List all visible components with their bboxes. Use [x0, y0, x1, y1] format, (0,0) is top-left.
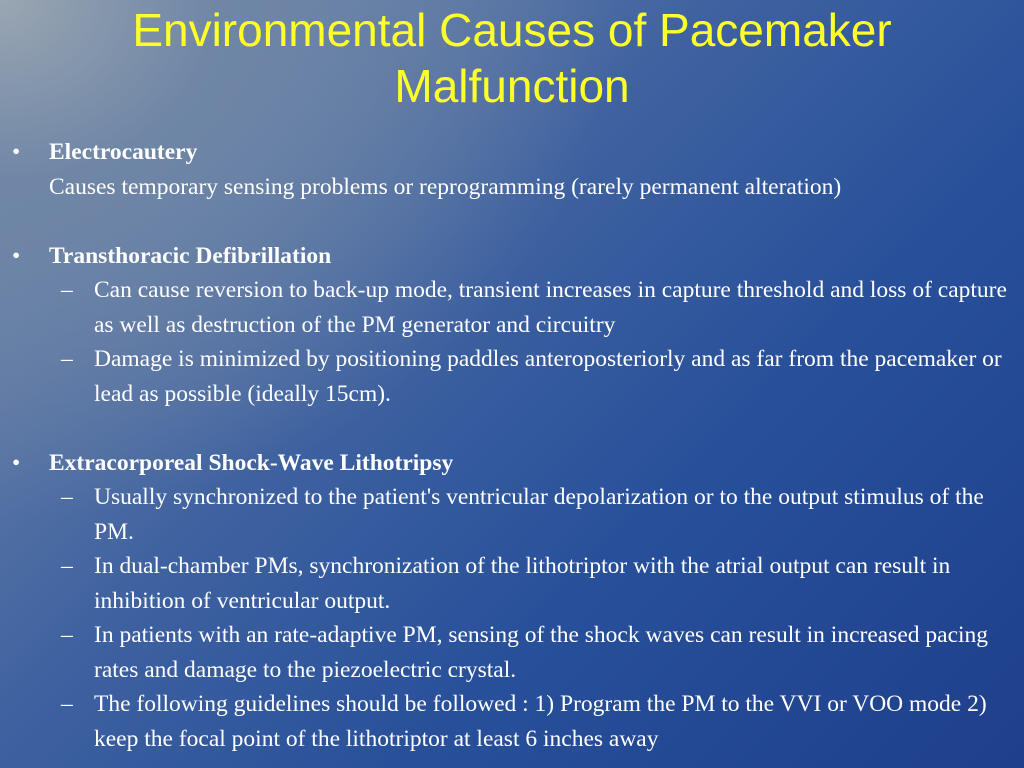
- sub-point: [0, 342, 1024, 411]
- sub-point-text: The following guidelines should be followed : 1) Program the PM to the VVI or VOO mode 2) keep the focal point of the lithotriptor at least 6 inches away: [94, 691, 987, 752]
- sub-dash: –: [61, 691, 73, 717]
- slide-body: [0, 135, 1024, 756]
- slide-title-line-2: Malfunction: [394, 60, 630, 112]
- sub-point-text: In patients with an rate-adaptive PM, sensing of the shock waves can result in increased pacing rates and damage to the piezoelectric crystal.: [94, 622, 989, 683]
- bullet-electrocautery: [0, 135, 1024, 204]
- bullet-description: Causes temporary sensing problems or reprogramming (rarely permanent alteration): [49, 173, 842, 200]
- sub-point: [0, 273, 1024, 342]
- spacer: [0, 411, 1024, 446]
- bullet-heading: Transthoracic Defibrillation: [49, 242, 332, 269]
- sub-point-text: In dual-chamber PMs, synchronization of the lithotriptor with the atrial output can result in inhibition of ventricular output.: [94, 553, 951, 614]
- sub-point-text: Can cause reversion to back-up mode, transient increases in capture threshold and loss of capture as well as destruction of the PM generator and circuitry: [94, 277, 1007, 338]
- bullet-dot: •: [12, 139, 21, 165]
- bullet-lithotripsy: [0, 446, 1024, 481]
- sub-point: [0, 480, 1024, 549]
- sub-dash: –: [61, 553, 73, 579]
- sub-dash: –: [61, 622, 73, 648]
- bullet-heading: Electrocautery: [49, 139, 198, 165]
- sub-point-text: Damage is minimized by positioning paddles anteroposteriorly and as far from the pacemaker or lead as possible (ideally 15cm).: [94, 346, 1002, 407]
- spacer: [0, 204, 1024, 239]
- bullet-dot: •: [12, 449, 21, 476]
- bullet-dot: •: [12, 242, 21, 269]
- sub-point-text: Usually synchronized to the patient's ventricular depolarization or to the output stimulus of the PM.: [94, 484, 984, 545]
- sub-dash: –: [61, 484, 73, 510]
- slide-title-line-1: Environmental Causes of Pacemaker: [132, 4, 892, 56]
- sub-dash: –: [61, 277, 73, 303]
- slide-title: [0, 2, 1024, 114]
- sub-point: [0, 618, 1024, 687]
- bullet-heading: Extracorporeal Shock-Wave Lithotripsy: [49, 449, 454, 476]
- bullet-transthoracic-defibrillation: [0, 239, 1024, 274]
- sub-point: [0, 549, 1024, 618]
- sub-point: [0, 687, 1024, 756]
- sub-dash: –: [61, 346, 73, 372]
